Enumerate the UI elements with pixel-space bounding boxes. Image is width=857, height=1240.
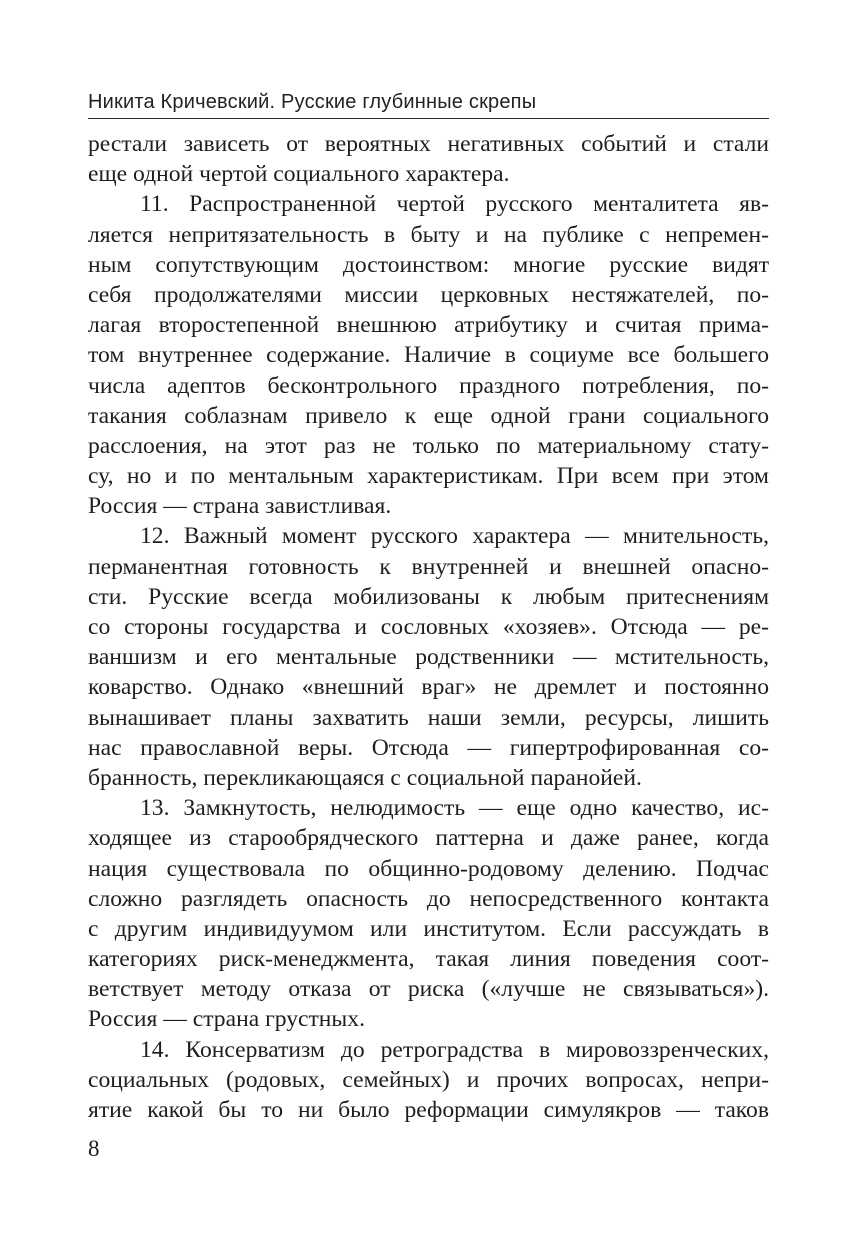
text-line: ляется непритязательность в быту и на публике с непремен- xyxy=(88,221,769,248)
text-line: 14. Консерватизм до ретроградства в мировоззренческих, xyxy=(140,1036,769,1063)
text-line: сложно разглядеть опасность до непосредственного контакта xyxy=(88,885,769,912)
text-line: такания соблазнам привело к еще одной грани социального xyxy=(88,402,769,429)
text-line: категориях риск-менеджмента, такая линия поведения соот- xyxy=(88,946,769,973)
text-line: расслоения, на этот раз не только по материальному стату- xyxy=(88,432,769,459)
page-number: 8 xyxy=(88,1136,100,1161)
text-line: том внутреннее содержание. Наличие в социуме все большего xyxy=(88,342,769,369)
text-line: 11. Распространенной чертой русского менталитета яв- xyxy=(140,191,769,218)
text-line: со стороны государства и сословных «хозяев». Отсюда — ре- xyxy=(88,614,769,640)
text-line: сти. Русские всегда мобилизованы к любым притеснениям xyxy=(88,583,769,610)
text-line: ветствует методу отказа от риска («лучше не связываться»). xyxy=(88,976,769,1003)
text-line: ятие какой бы то ни было реформации симулякров — таков xyxy=(88,1097,769,1123)
text-line: бранность, перекликающаяся с социальной паранойей. xyxy=(88,764,642,791)
text-line: еще одной чертой социального характера. xyxy=(88,161,510,188)
text-line: коварство. Однако «внешний враг» не дремлет и постоянно xyxy=(88,674,769,701)
text-line: ходящее из старообрядческого паттерна и даже ранее, когда xyxy=(88,825,769,852)
text-line: Россия — страна завистливая. xyxy=(88,493,392,520)
text-line: вынашивает планы захватить наши земли, ресурсы, лишить xyxy=(88,704,769,731)
text-line: Россия — страна грустных. xyxy=(88,1006,365,1033)
text-line: нация существовала по общинно-родовому делению. Подчас xyxy=(88,855,769,882)
running-head: Никита Кричевский. Русские глубинные скрепы xyxy=(88,91,537,113)
text-line: лагая второстепенной внешнюю атрибутику и считая прима- xyxy=(88,312,769,339)
text-line: числа адептов бесконтрольного праздного потребления, по- xyxy=(88,372,769,399)
text-line: су, но и по ментальным характеристикам. При всем при этом xyxy=(88,463,769,490)
text-line: с другим индивидуумом или институтом. Если рассуждать в xyxy=(88,915,769,942)
text-line: себя продолжателями миссии церковных нестяжателей, по- xyxy=(88,281,769,308)
text-line: 13. Замкнутость, нелюдимость — еще одно качество, ис- xyxy=(140,795,769,822)
header-rule xyxy=(88,118,769,119)
text-line: ным сопутствующим достоинством: многие русские видят xyxy=(88,251,769,278)
text-line: нас православной веры. Отсюда — гипертрофированная со- xyxy=(88,734,769,761)
text-line: ваншизм и его ментальные родственники — мстительность, xyxy=(88,644,769,671)
text-line: социальных (родовых, семейных) и прочих вопросах, непри- xyxy=(88,1066,769,1093)
text-line: рестали зависеть от вероятных негативных событий и стали xyxy=(88,131,769,157)
body-text xyxy=(88,129,769,1125)
text-line: перманентная готовность к внутренней и внешней опасно- xyxy=(88,553,769,580)
text-line: 12. Важный момент русского характера — мнительность, xyxy=(140,523,769,550)
